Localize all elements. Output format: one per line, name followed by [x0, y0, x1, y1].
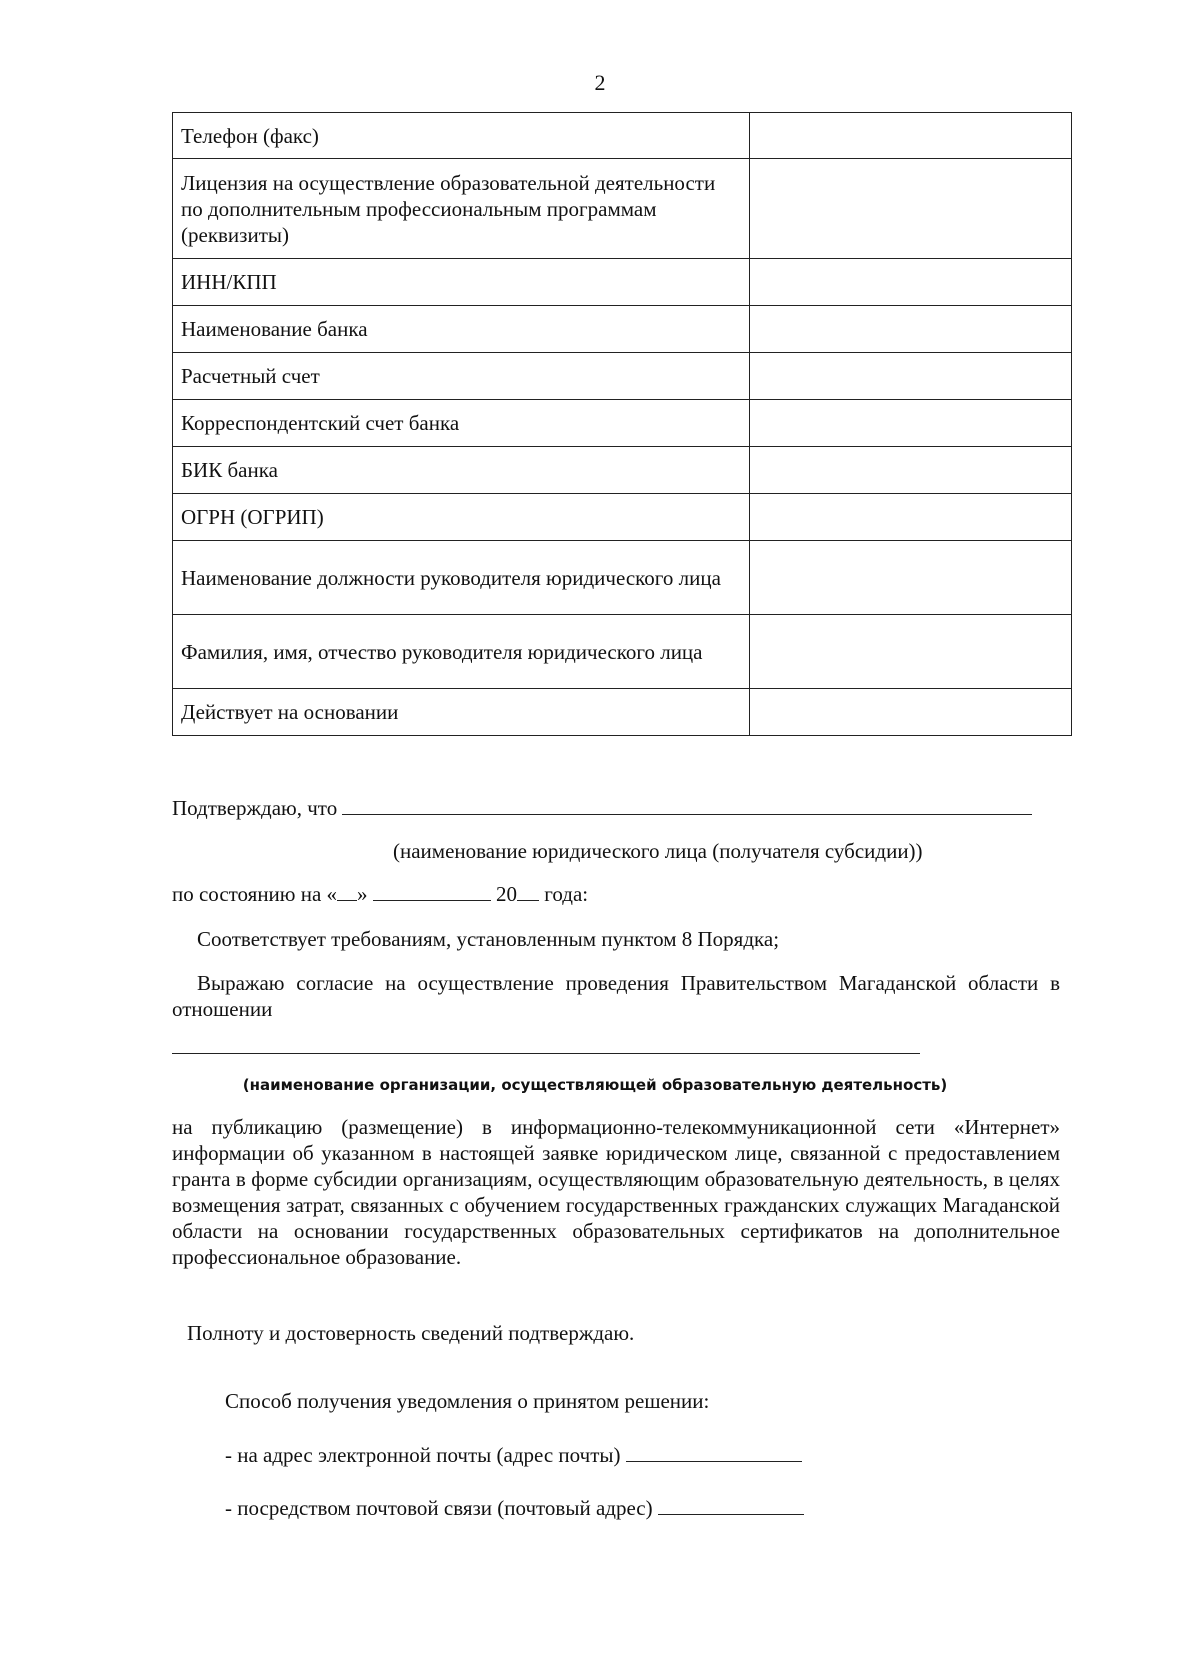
- row-label-ogrn: ОГРН (ОГРИП): [173, 494, 750, 541]
- value-cell[interactable]: [750, 259, 1072, 306]
- postal-address-field[interactable]: [658, 1494, 804, 1515]
- value-cell[interactable]: [750, 159, 1072, 259]
- year-prefix: 20: [496, 882, 518, 906]
- notification-title: Способ получения уведомления о принятом решении:: [225, 1389, 710, 1413]
- year-field[interactable]: [517, 880, 539, 901]
- row-label-account: Расчетный счет: [173, 353, 750, 400]
- quote-close: »: [357, 882, 368, 906]
- day-field[interactable]: [337, 880, 357, 901]
- consent-text: Выражаю согласие на осуществление проведения Правительством Магаданской области в отношении: [172, 971, 1060, 1021]
- value-cell[interactable]: [750, 615, 1072, 689]
- table-row: [173, 447, 1072, 494]
- row-label-bik: БИК банка: [173, 447, 750, 494]
- row-label-head-position: Наименование должности руководителя юридического лица: [173, 541, 750, 615]
- email-line: [225, 1441, 802, 1468]
- table-row: [173, 353, 1072, 400]
- email-field[interactable]: [626, 1441, 802, 1462]
- state-date-line: [172, 880, 588, 907]
- table-row: [173, 494, 1072, 541]
- table-row: [173, 306, 1072, 353]
- value-cell[interactable]: [750, 113, 1072, 159]
- value-cell[interactable]: [750, 400, 1072, 447]
- row-label-phone: Телефон (факс): [173, 113, 750, 159]
- completeness-text: Полноту и достоверность сведений подтверждаю.: [187, 1321, 635, 1345]
- row-label-head-name: Фамилия, имя, отчество руководителя юридического лица: [173, 615, 750, 689]
- consent-caption: (наименование организации, осуществляющей образовательную деятельность): [242, 1076, 948, 1094]
- requirements-text: Соответствует требованиям, установленным пунктом 8 Порядка;: [197, 927, 780, 951]
- post-line: [225, 1494, 804, 1521]
- table-row: [173, 259, 1072, 306]
- publication-text: на публикацию (размещение) в информационно-телекоммуникационной сети «Интернет» информации об указанном в настоящей заявке юридическом лице, связанной с предоставлением гранта в форме субсидии организациям, осуществляющим образовательную деятельность, в целях возмещения затрат, связанных с обучением государственных гражданских служащих Магаданской области на основании государственных образовательных сертификатов на дополнительное профессиональное образование.: [172, 1115, 1060, 1269]
- table-row: [173, 541, 1072, 615]
- value-cell[interactable]: [750, 447, 1072, 494]
- email-label: - на адрес электронной почты (адрес почты): [225, 1443, 621, 1467]
- row-label-corr-account: Корреспондентский счет банка: [173, 400, 750, 447]
- value-cell[interactable]: [750, 689, 1072, 736]
- value-cell[interactable]: [750, 494, 1072, 541]
- state-date-prefix: по состоянию на «: [172, 882, 338, 906]
- post-label: - посредством почтовой связи (почтовый адрес): [225, 1496, 653, 1520]
- organization-name-field[interactable]: [172, 1053, 920, 1054]
- confirm-line: [172, 794, 1032, 821]
- row-label-license: Лицензия на осуществление образовательной деятельности по дополнительным профессиональным программам (реквизиты): [173, 159, 750, 259]
- table-row: [173, 689, 1072, 736]
- row-label-bank-name: Наименование банка: [173, 306, 750, 353]
- value-cell[interactable]: [750, 306, 1072, 353]
- month-field[interactable]: [373, 880, 491, 901]
- table-row: [173, 400, 1072, 447]
- confirm-caption: (наименование юридического лица (получателя субсидии)): [393, 839, 923, 863]
- row-label-inn-kpp: ИНН/КПП: [173, 259, 750, 306]
- state-date-suffix: года:: [544, 882, 589, 906]
- row-label-basis: Действует на основании: [173, 689, 750, 736]
- table-row: [173, 113, 1072, 159]
- value-cell[interactable]: [750, 541, 1072, 615]
- value-cell[interactable]: [750, 353, 1072, 400]
- confirm-prefix: Подтверждаю, что: [172, 796, 338, 820]
- legal-entity-name-field[interactable]: [342, 794, 1032, 815]
- page-number: 2: [594, 70, 606, 95]
- table-row: [173, 615, 1072, 689]
- requisites-table: [172, 112, 1072, 736]
- table-row: [173, 159, 1072, 259]
